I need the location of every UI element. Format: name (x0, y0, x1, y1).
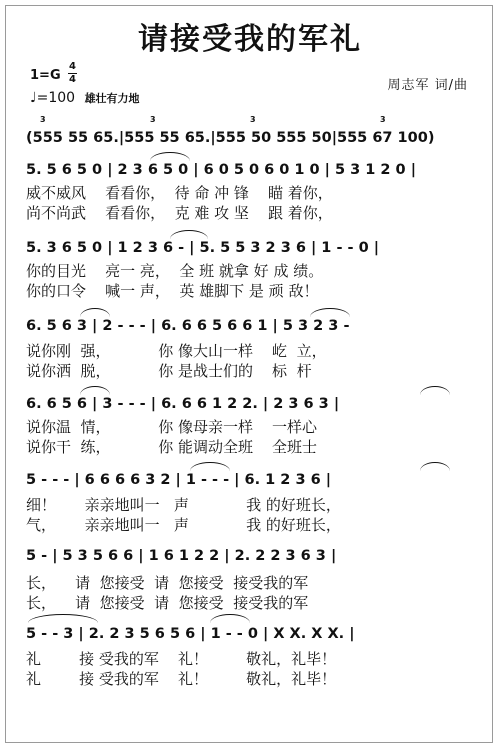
lyric-line: 长， 请 您接受 请 您接受 接受我的军 (26, 574, 309, 592)
lyric-line: 礼 接 受我的军 礼！ 敬礼，礼毕！ (26, 650, 337, 668)
time-signature (68, 62, 77, 85)
triplet-mark: 3 (250, 115, 256, 124)
lyric-line: 长， 请 您接受 请 您接受 接受我的军 (26, 594, 309, 612)
lyric-line: 说你刚 强， 你 像大山一样 屹 立， (26, 342, 327, 360)
expression-marking: 雄壮有力地 (84, 92, 140, 105)
notation-row: 6. 5 6 3 | 2 - - - | 6. 6 6 5 6 6 1 | 5 3 2 3 - (26, 318, 350, 334)
lyric-line: 威不威风 看看你， 待 命 冲 锋 瞄 着你， (26, 184, 333, 202)
notation-row: 5 - | 5 3 5 6 6 | 1 6 1 2 2 | 2. 2 2 3 6 3 | (26, 548, 337, 564)
meter-bottom: 4 (69, 74, 76, 85)
lyric-line: 说你干 练， 你 能调动全班 全班士 (26, 438, 318, 456)
author-credit: 周志军 词/曲 (387, 78, 468, 93)
key-signature: 1=G (30, 68, 61, 83)
triplet-mark: 3 (150, 115, 156, 124)
lyric-line: 说你温 情， 你 像母亲一样 一样心 (26, 418, 318, 436)
lyric-line: 尚不尚武 看看你， 克 难 攻 坚 跟 着你， (26, 204, 333, 222)
notation-row: 5 - - 3 | 2. 2 3 5 6 5 6 | 1 - - 0 | X X. X X. | (26, 626, 355, 642)
song-title: 请接受我的军礼 (138, 22, 362, 57)
tempo-marking (30, 90, 140, 106)
notation-row: 6. 6 5 6 | 3 - - - | 6. 6 6 1 2 2. | 2 3 6 3 | (26, 396, 340, 412)
lyric-line: 你的目光 亮一 亮， 全 班 就拿 好 成 绩。 (26, 262, 324, 280)
lyric-line: 礼 接 受我的军 礼！ 敬礼，礼毕！ (26, 670, 337, 688)
notation-row: 5. 5 6 5 0 | 2 3 6 5 0 | 6 0 5 0 6 0 1 0 | 5 3 1 2 0 | (26, 162, 416, 178)
lyric-line: 说你洒 脱， 你 是战士们的 标 杆 (26, 362, 312, 380)
triplet-mark: 3 (380, 115, 386, 124)
notation-row: 5 - - - | 6 6 6 6 3 2 | 1 - - - | 6. 1 2 3 6 | (26, 472, 332, 488)
meter-top: 4 (69, 61, 76, 72)
lyric-line: 气， 亲亲地叫一 声 我 的好班长， (26, 516, 341, 534)
tempo-value: ♩=100 (30, 90, 76, 106)
notation-row: 5. 3 6 5 0 | 1 2 3 6 - | 5. 5 5 3 2 3 6 | 1 - - 0 | (26, 240, 380, 256)
triplet-mark: 3 (40, 115, 46, 124)
lyric-line: 你的口令 喊一 声， 英 雄脚下 是 顽 敌！ (26, 282, 319, 300)
notation-row: (555 55 65.|555 55 65.|555 50 555 50|555 67 100) (26, 130, 435, 146)
lyric-line: 细！ 亲亲地叫一 声 我 的好班长， (26, 496, 341, 514)
